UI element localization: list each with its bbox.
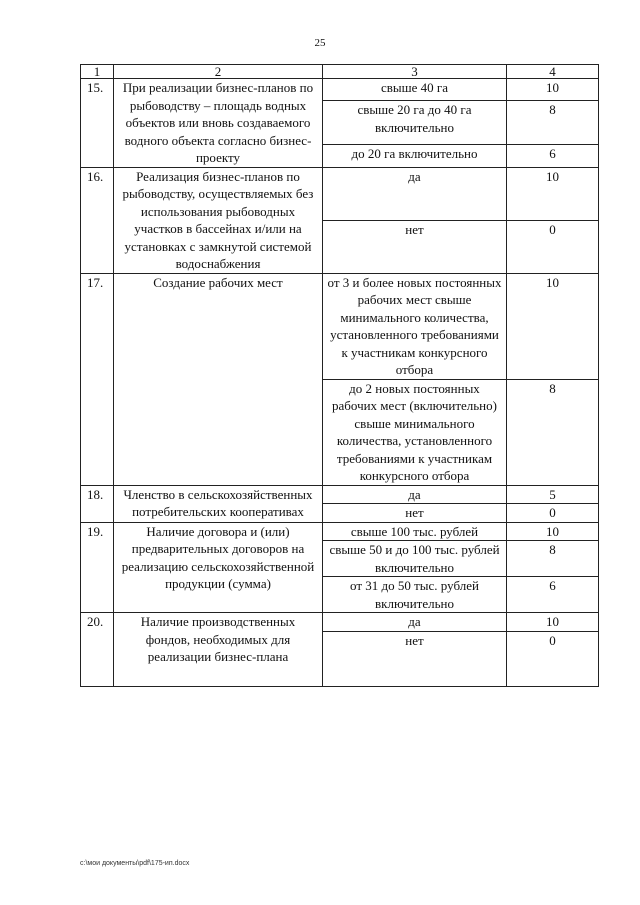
table-header-row	[81, 65, 599, 79]
row-number-cell: 18.	[81, 485, 114, 522]
condition-cell: до 2 новых постоянных рабочих мест (включительно) свыше минимального количества, установленного требованиями к участникам конкурсного отбора	[323, 379, 507, 485]
condition-cell: от 31 до 50 тыс. рублей включительно	[323, 577, 507, 613]
condition-cell: да	[323, 613, 507, 632]
points-cell: 6	[507, 577, 599, 613]
condition-cell: да	[323, 167, 507, 220]
header-cell-4: 4	[507, 65, 599, 79]
page-number: 25	[314, 37, 326, 49]
criteria-table	[80, 64, 599, 687]
condition-cell: свыше 40 га	[323, 79, 507, 101]
points-cell: 8	[507, 101, 599, 145]
points-cell: 10	[507, 613, 599, 632]
table-row	[81, 613, 599, 632]
criterion-cell: При реализации бизнес-планов по рыбоводству – площадь водных объектов или вновь создаваемого водного объекта согласно бизнес-проекту	[114, 79, 323, 168]
points-cell: 5	[507, 485, 599, 504]
points-cell: 0	[507, 631, 599, 686]
row-number-cell: 19.	[81, 522, 114, 613]
criterion-cell: Реализация бизнес-планов по рыбоводству, осуществляемых без использования рыбоводных участков в бассейнах и/или на установках с замкнутой системой водоснабжения	[114, 167, 323, 273]
table-row	[81, 79, 599, 101]
row-number-cell: 15.	[81, 79, 114, 168]
table-row	[81, 273, 599, 379]
criterion-cell: Создание рабочих мест	[114, 273, 323, 485]
header-cell-3: 3	[323, 65, 507, 79]
points-cell: 10	[507, 167, 599, 220]
row-number-cell: 20.	[81, 613, 114, 687]
header-cell-1: 1	[81, 65, 114, 79]
condition-cell: нет	[323, 504, 507, 523]
criteria-table-body	[81, 65, 599, 687]
header-cell-2: 2	[114, 65, 323, 79]
row-number-cell: 16.	[81, 167, 114, 273]
condition-cell: да	[323, 485, 507, 504]
condition-cell: свыше 50 и до 100 тыс. рублей включительно	[323, 541, 507, 577]
points-cell: 0	[507, 504, 599, 523]
points-cell: 0	[507, 220, 599, 273]
criterion-cell: Наличие производственных фондов, необходимых для реализации бизнес-плана	[114, 613, 323, 687]
row-number-cell: 17.	[81, 273, 114, 485]
criterion-cell: Наличие договора и (или) предварительных договоров на реализацию сельскохозяйственной продукции (сумма)	[114, 522, 323, 613]
table-row	[81, 522, 599, 541]
points-cell: 6	[507, 145, 599, 167]
points-cell: 8	[507, 541, 599, 577]
points-cell: 10	[507, 273, 599, 379]
table-row	[81, 485, 599, 504]
table-row	[81, 167, 599, 220]
condition-cell: нет	[323, 220, 507, 273]
condition-cell: от 3 и более новых постоянных рабочих мест свыше минимального количества, установленного требованиями к участникам конкурсного отбора	[323, 273, 507, 379]
points-cell: 8	[507, 379, 599, 485]
condition-cell: нет	[323, 631, 507, 686]
condition-cell: до 20 га включительно	[323, 145, 507, 167]
criterion-cell: Членство в сельскохозяйственных потребительских кооперативах	[114, 485, 323, 522]
points-cell: 10	[507, 522, 599, 541]
condition-cell: свыше 100 тыс. рублей	[323, 522, 507, 541]
file-path-footer: c:\мои документы\pdf\175-ип.docx	[80, 860, 190, 867]
condition-cell: свыше 20 га до 40 га включительно	[323, 101, 507, 145]
points-cell: 10	[507, 79, 599, 101]
